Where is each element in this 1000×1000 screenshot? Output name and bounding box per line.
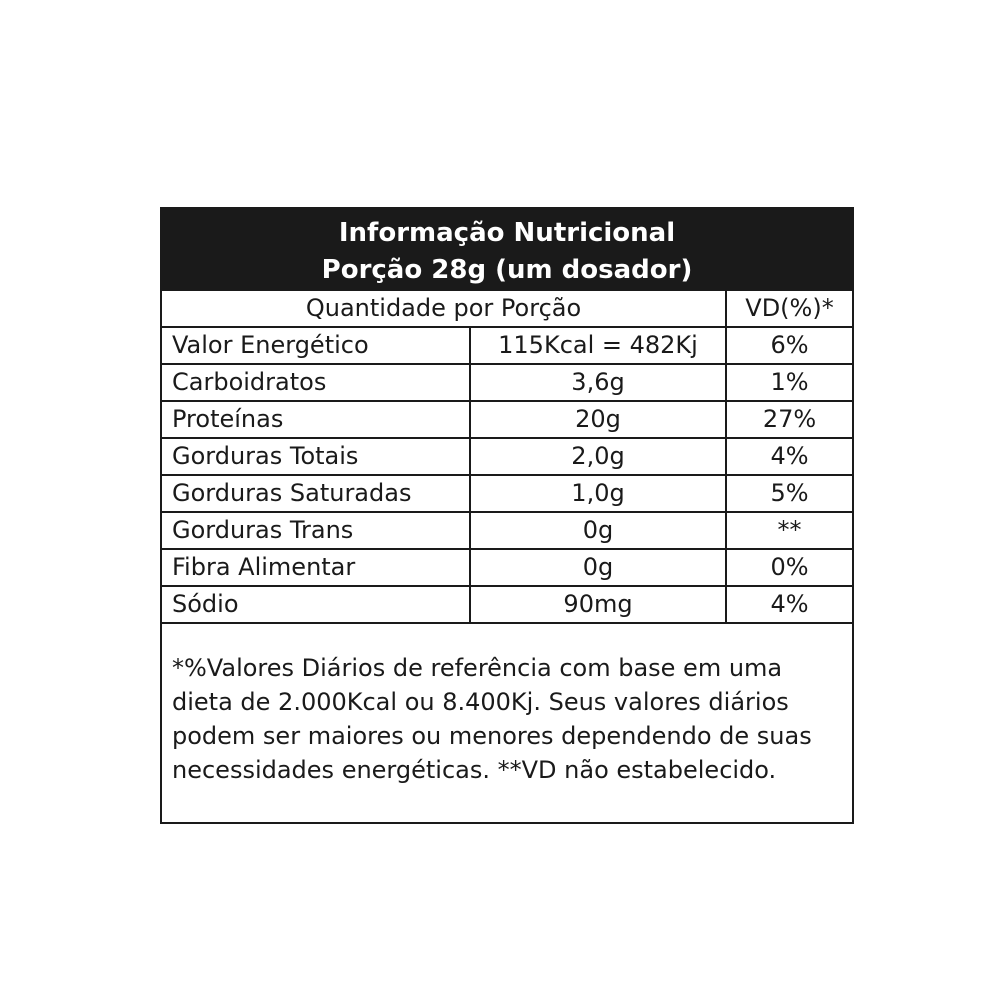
nutrient-amount: 20g [470,401,726,438]
nutrient-name: Gorduras Totais [162,438,470,475]
table-row [162,512,852,549]
label-title: Informação Nutricional [338,218,676,248]
nutrient-vd: 1% [726,364,852,401]
nutrient-amount: 2,0g [470,438,726,475]
nutrition-table [162,291,852,624]
nutrient-name: Carboidratos [162,364,470,401]
nutrient-vd: 4% [726,586,852,623]
table-row [162,364,852,401]
nutrient-name: Valor Energético [162,327,470,364]
table-row [162,401,852,438]
nutrient-vd: ** [726,512,852,549]
table-row [162,549,852,586]
table-row [162,586,852,623]
table-row [162,438,852,475]
nutrient-name: Sódio [162,586,470,623]
nutrient-amount: 115Kcal = 482Kj [470,327,726,364]
nutrient-amount: 3,6g [470,364,726,401]
quantity-column-header: Quantidade por Porção [162,291,726,327]
label-serving: Porção 28g (um dosador) [321,255,693,285]
nutrient-vd: 5% [726,475,852,512]
nutrient-amount: 90mg [470,586,726,623]
table-row [162,327,852,364]
nutrient-vd: 6% [726,327,852,364]
nutrient-amount: 1,0g [470,475,726,512]
nutrient-vd: 4% [726,438,852,475]
nutrient-vd: 27% [726,401,852,438]
footnote: *%Valores Diários de referência com base em uma dieta de 2.000Kcal ou 8.400Kj. Seus valores diários podem ser maiores ou menores dependendo de suas necessidades energéticas. **VD não estabelecido. [172,654,812,784]
column-header-row [162,291,852,327]
nutrient-name: Proteínas [162,401,470,438]
nutrition-facts-label [160,207,854,824]
nutrient-vd: 0% [726,549,852,586]
nutrient-amount: 0g [470,512,726,549]
label-header [162,209,852,291]
nutrient-amount: 0g [470,549,726,586]
nutrient-name: Fibra Alimentar [162,549,470,586]
vd-column-header: VD(%)* [726,291,852,327]
nutrient-name: Gorduras Saturadas [162,475,470,512]
nutrient-name: Gorduras Trans [162,512,470,549]
table-row [162,475,852,512]
